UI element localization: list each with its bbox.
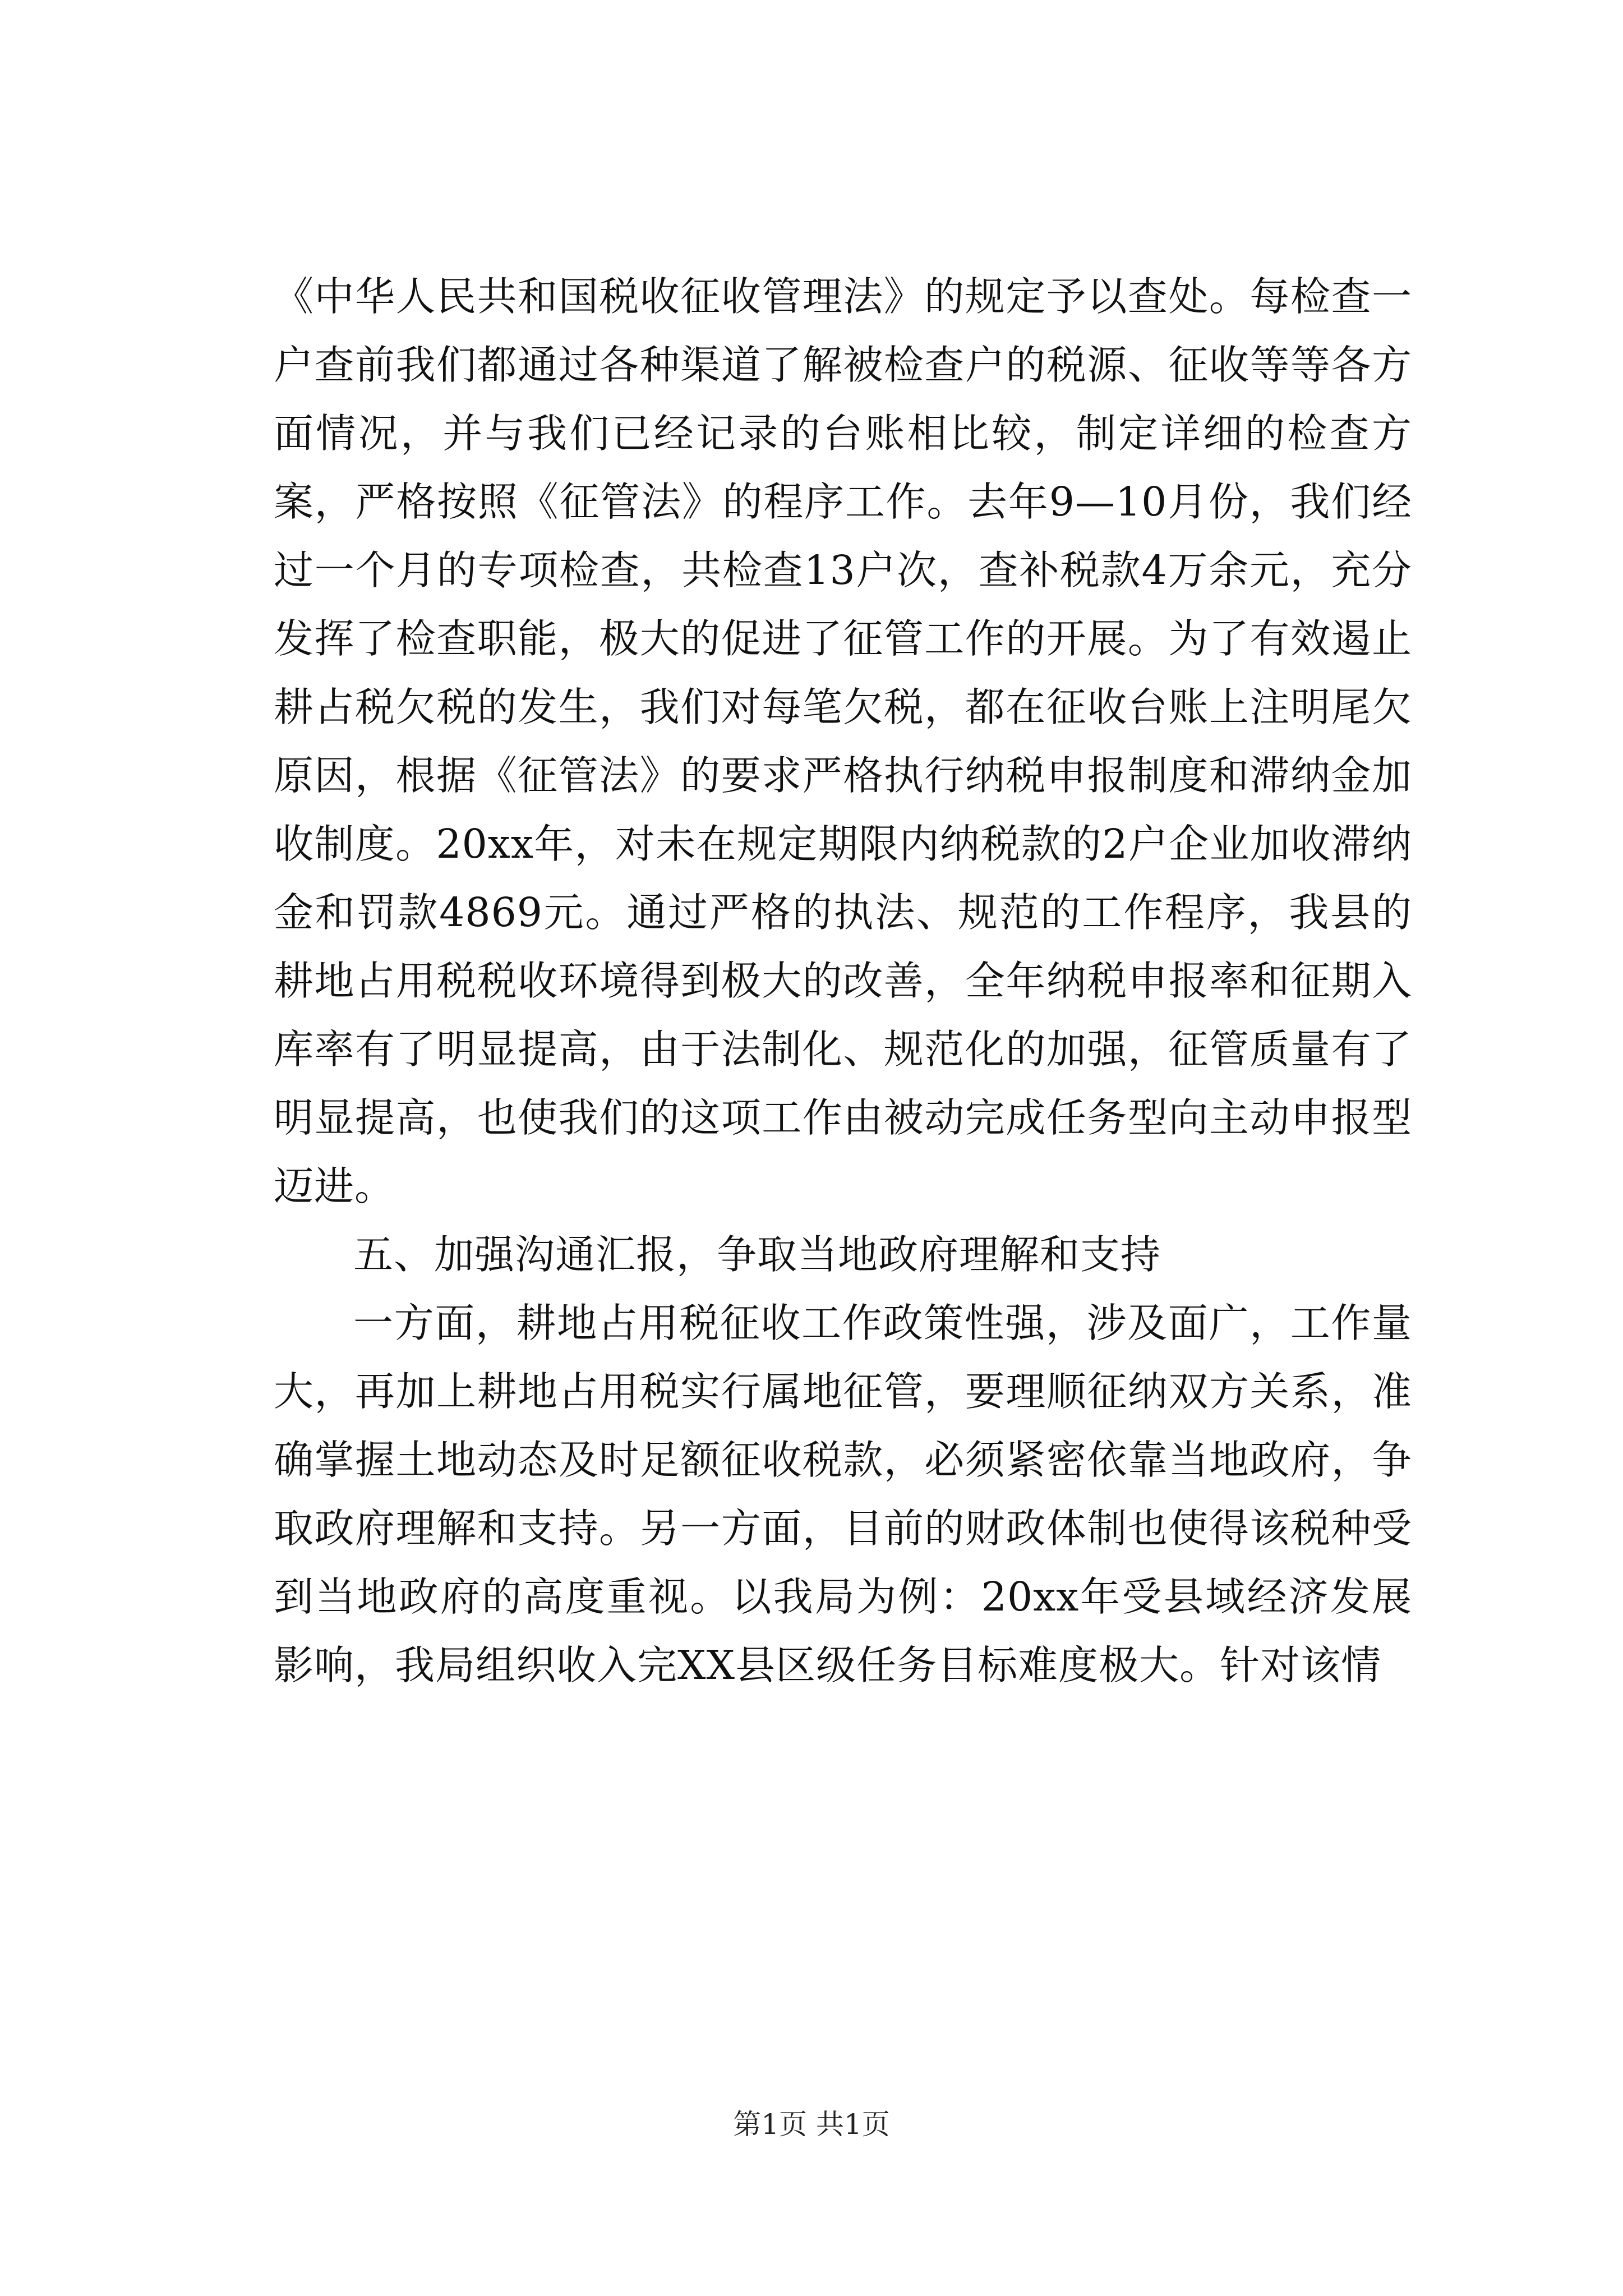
body-paragraph-1: 《中华人民共和国税收征收管理法》的规定予以查处。每检查一户查前我们都通过各种渠道了解被检查户的税源、征收等等各方面情况，并与我们已经记录的台账相比较，制定详细的检查方案，严格按照《征管法》的程序工作。去年9—10月份，我们经过一个月的专项检查，共检查13户次，查补税款4万余元，充分发挥了检查职能，极大的促进了征管工作的开展。为了有效遏止耕占税欠税的发生，我们对每笔欠税，都在征收台账上注明尾欠原因，根据《征管法》的要求严格执行纳税申报制度和滞纳金加收制度。20xx年，对未在规定期限内纳税款的2户企业加收滞纳金和罚款4869元。通过严格的执法、规范的工作程序，我县的耕地占用税税收环境得到极大的改善，全年纳税申报率和征期入库率有了明显提高，由于法制化、规范化的加强，征管质量有了明显提高，也使我们的这项工作由被动完成任务型向主动申报型迈进。 [274,273,1412,1209]
document-body [274,263,1412,1700]
body-paragraph-2: 一方面，耕地占用税征收工作政策性强，涉及面广，工作量大，再加上耕地占用税实行属地征管，要理顺征纳双方关系，准确掌握土地动态及时足额征收税款，必须紧密依靠当地政府，争取政府理解和支持。另一方面，目前的财政体制也使得该税种受到当地政府的高度重视。以我局为例：20xx年受县域经济发展影响，我局组织收入完XX县区级任务目标难度极大。针对该情 [274,1300,1412,1688]
page-footer: 第1页 共1页 [733,2108,890,2141]
section-heading: 五、加强沟通汇报，争取当地政府理解和支持 [353,1231,1161,1278]
